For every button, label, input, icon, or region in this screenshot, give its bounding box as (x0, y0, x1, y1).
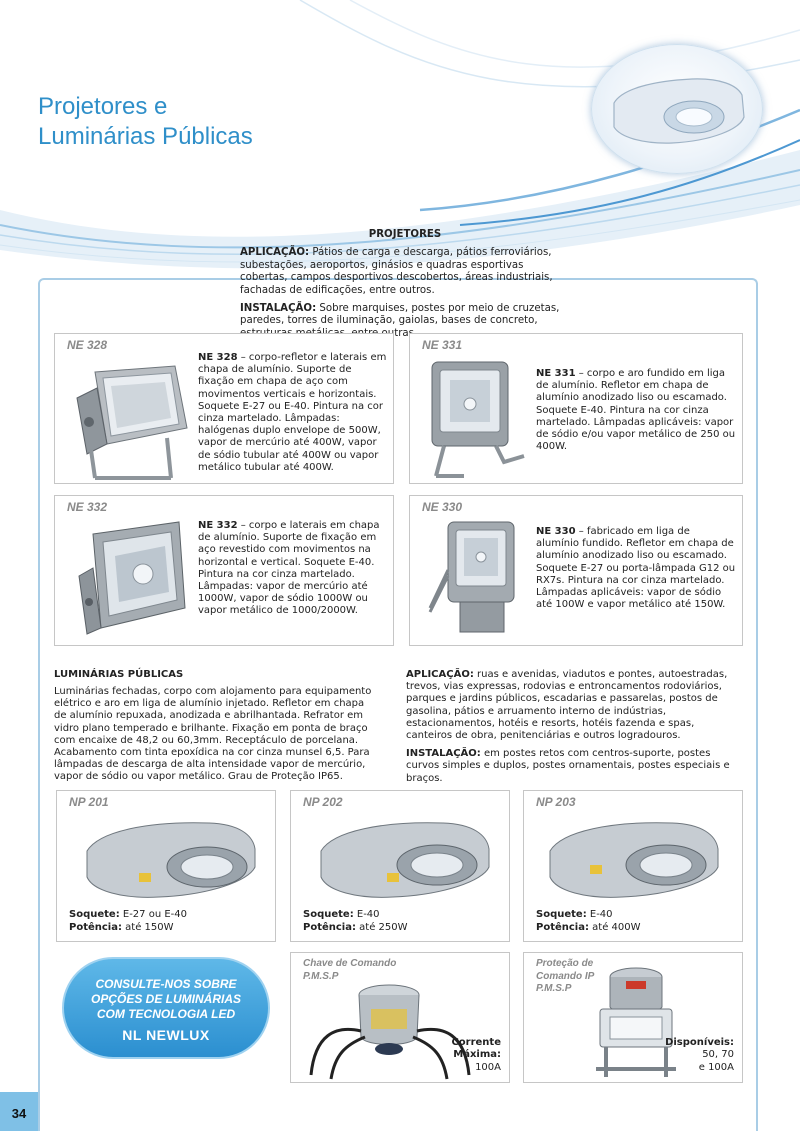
accessory-value1: 50, 70 (702, 1049, 734, 1061)
led-promo-badge (62, 957, 270, 1059)
potencia-row (69, 922, 187, 935)
accessory-value2: e 100A (698, 1061, 734, 1073)
instalacao-text: em postes retos com centros-suporte, postes curvos simples e duplos, postes ornamentais, postes especiais e braços. (406, 748, 730, 784)
newlux-logo (64, 1027, 268, 1043)
product-text: – corpo e laterais em chapa de alumínio. Suporte de fixação em aço revestido com movimentos na horizontal e vertical. Soquete E-40. Pintura na cor cinza martelado. Lâmpadas: vapor de mercúrio até 1000W, vapor de sódio 1000W ou vapor metálico de 1000/2000W. (198, 520, 380, 617)
accessory-title-line2: Comando IP (536, 970, 595, 982)
soquete-label: Soquete: (69, 909, 120, 920)
aplicacao-text: Pátios de carga e descarga, pátios ferroviários, subestações, aeroportos, ginásios e quadras esportivas cobertas, campos desportivos descobertos, áreas industriais, fachadas de edificações, entre outros. (240, 247, 553, 296)
projetores-intro (240, 229, 570, 346)
product-description (198, 520, 388, 618)
brand-name: NEWLUX (146, 1027, 210, 1043)
accessory-label2: Máxima: (453, 1049, 501, 1061)
accessory-title-line2: P.M.S.P (303, 970, 339, 982)
product-card-ne328 (54, 333, 394, 484)
street-light-icon (542, 815, 724, 907)
soquete-label: Soquete: (303, 909, 354, 920)
street-light-icon (313, 815, 495, 907)
soquete-label: Soquete: (536, 909, 587, 920)
accessory-title-line1: Chave de Comando (303, 958, 397, 969)
product-name: NE 332 (198, 520, 238, 531)
product-code: NP 201 (69, 795, 109, 809)
street-light-icon (592, 45, 762, 173)
product-name: NE 331 (536, 368, 576, 379)
street-light-specs (536, 909, 641, 934)
accessory-title-line3: P.M.S.P (536, 983, 572, 994)
floodlight-icon (424, 358, 536, 482)
potencia-row (303, 922, 408, 935)
street-light-card-np203 (523, 790, 743, 942)
page-title-line1: Projetores e (38, 93, 168, 120)
soquete-row (69, 909, 187, 922)
potencia-label: Potência: (536, 921, 589, 933)
switch-device-icon (305, 975, 475, 1081)
product-code: NE 330 (422, 500, 463, 514)
product-text: – corpo e aro fundido em liga de alumínio. Refletor em chapa de alumínio anodizado liso ou escamado. Soquete E-40. Pintura na cor cinza martelado. Lâmpadas aplicáveis: vapor de sódio e/ou vapor metálico de 250 ou 400W. (536, 368, 736, 453)
soquete-row (536, 909, 641, 922)
accessory-title-line1: Proteção de (536, 958, 594, 969)
soquete-value: E-40 (586, 909, 613, 920)
product-code: NE 331 (422, 338, 463, 352)
floodlight-icon (424, 516, 536, 640)
projetores-aplicacao (240, 247, 570, 297)
potencia-value: até 400W (588, 921, 641, 933)
product-text: – corpo-refletor e laterais em chapa de alumínio. Suporte de fixação em chapa de aço com movimentos verticais e horizontais. Soquete E-27 ou E-40. Pintura na cor cinza martelado. Lâmpadas: halógenas duplo envelope de 500W, vapor de mercúrio até 400W, vapor de sódio tubular até 400W ou vapor metálico tubular até 400W. (198, 352, 387, 473)
aplicacao-text: ruas e avenidas, viadutos e pontes, autoestradas, trevos, vias expressas, rodovias e entroncamentos rodoviários, parques e jardins públicos, escadarias e passarelas, postos de gasolina, pátios e arruamento interno de indústrias, estacionamentos, hotéis e resorts, hotéis fazenda e spas, canteiros de obra, penitenciárias e outros logradouros. (406, 669, 728, 742)
soquete-value: E-40 (353, 909, 380, 920)
page-title (38, 92, 253, 152)
instalacao-text: Sobre marquises, postes por meio de cruzetas, paredes, torres de iluminação, gaiolas, bases de concreto, outras. (240, 303, 560, 339)
product-name: NE 330 (536, 526, 576, 537)
product-description (536, 368, 736, 453)
accessory-label: Disponíveis: (665, 1037, 734, 1048)
accessory-value: 100A (475, 1061, 501, 1073)
hero-street-light-image (591, 44, 763, 174)
potencia-row (536, 922, 641, 935)
product-code: NP 202 (303, 795, 343, 809)
street-light-specs (303, 909, 408, 934)
promo-line1: CONSULTE-NOS SOBRE (95, 977, 237, 991)
floodlight-icon (67, 358, 193, 480)
instalacao-label: INSTALAÇÃO: (240, 303, 317, 315)
street-light-icon (79, 815, 261, 907)
accessory-card-protecao-comando (523, 952, 743, 1083)
nl-logo-icon: NL (122, 1027, 147, 1043)
product-text: – fabricado em liga de alumínio fundido. Refletor em chapa de alumínio anodizado liso ou escamado. Soquete E-27 ou porta-lâmpada G12 ou RX7s. Pintura na cor cinza martelado. Lâmpadas aplicáveis: vapor de sódio até 100W e vapor metálico até 150W. (536, 526, 736, 611)
accessory-card-chave-comando (290, 952, 510, 1083)
product-code: NP 203 (536, 795, 576, 809)
projetores-title: PROJETORES (368, 229, 442, 240)
accessory-label1: Corrente (451, 1037, 501, 1048)
product-description (198, 352, 388, 474)
accessory-specs (665, 1037, 734, 1074)
page-number: 34 (0, 1092, 38, 1131)
page-title-line2: Luminárias Públicas (38, 123, 253, 150)
potencia-label: Potência: (303, 921, 356, 933)
floodlight-icon (75, 516, 195, 640)
luminarias-title: LUMINÁRIAS PÚBLICAS (54, 669, 184, 680)
street-light-card-np202 (290, 790, 510, 942)
potencia-value: até 150W (121, 921, 174, 933)
aplicacao-label: APLICAÇÃO: (406, 669, 474, 680)
promo-line2: OPÇÕES DE LUMINÁRIAS (90, 992, 241, 1006)
luminarias-application (406, 669, 736, 791)
street-light-specs (69, 909, 187, 934)
luminarias-aplicacao (406, 669, 736, 742)
product-description (536, 526, 736, 611)
product-card-ne332 (54, 495, 394, 646)
soquete-value: E-27 ou E-40 (119, 909, 187, 920)
potencia-label: Potência: (69, 921, 122, 933)
potencia-value: até 250W (355, 921, 408, 933)
soquete-row (303, 909, 408, 922)
product-card-ne330 (409, 495, 743, 646)
promo-line3: COM TECNOLOGIA LED (96, 1007, 236, 1021)
luminarias-instalacao (406, 748, 736, 785)
accessory-specs (451, 1037, 501, 1074)
aplicacao-label: APLICAÇÃO: (240, 247, 310, 259)
luminarias-description: Luminárias fechadas, corpo com alojamento para equipamento elétrico e aro em liga de alumínio injetado. Refletor em chapa de alumínio repuxada, anodizada e abrilhantada. Refrator em vidro plano temperado e brilhante. Fixação em ponta de braço com encaixe de 48,2 ou 60,3mm. Receptáculo de porcelana. Acabamento com tinta epoxídica na cor cinza munsel 6,5. Para lâmpadas de descarga de alta intensidade vapor de mercúrio, vapor de sódio ou vapor metálico. Grau de Proteção IP65. (54, 686, 372, 783)
instalacao-label: INSTALAÇÃO: (406, 748, 481, 760)
product-code: NE 328 (67, 338, 108, 352)
product-card-ne331 (409, 333, 743, 484)
street-light-card-np201 (56, 790, 276, 942)
promo-text (64, 977, 268, 1022)
product-name: NE 328 (198, 352, 238, 363)
product-code: NE 332 (67, 500, 108, 514)
